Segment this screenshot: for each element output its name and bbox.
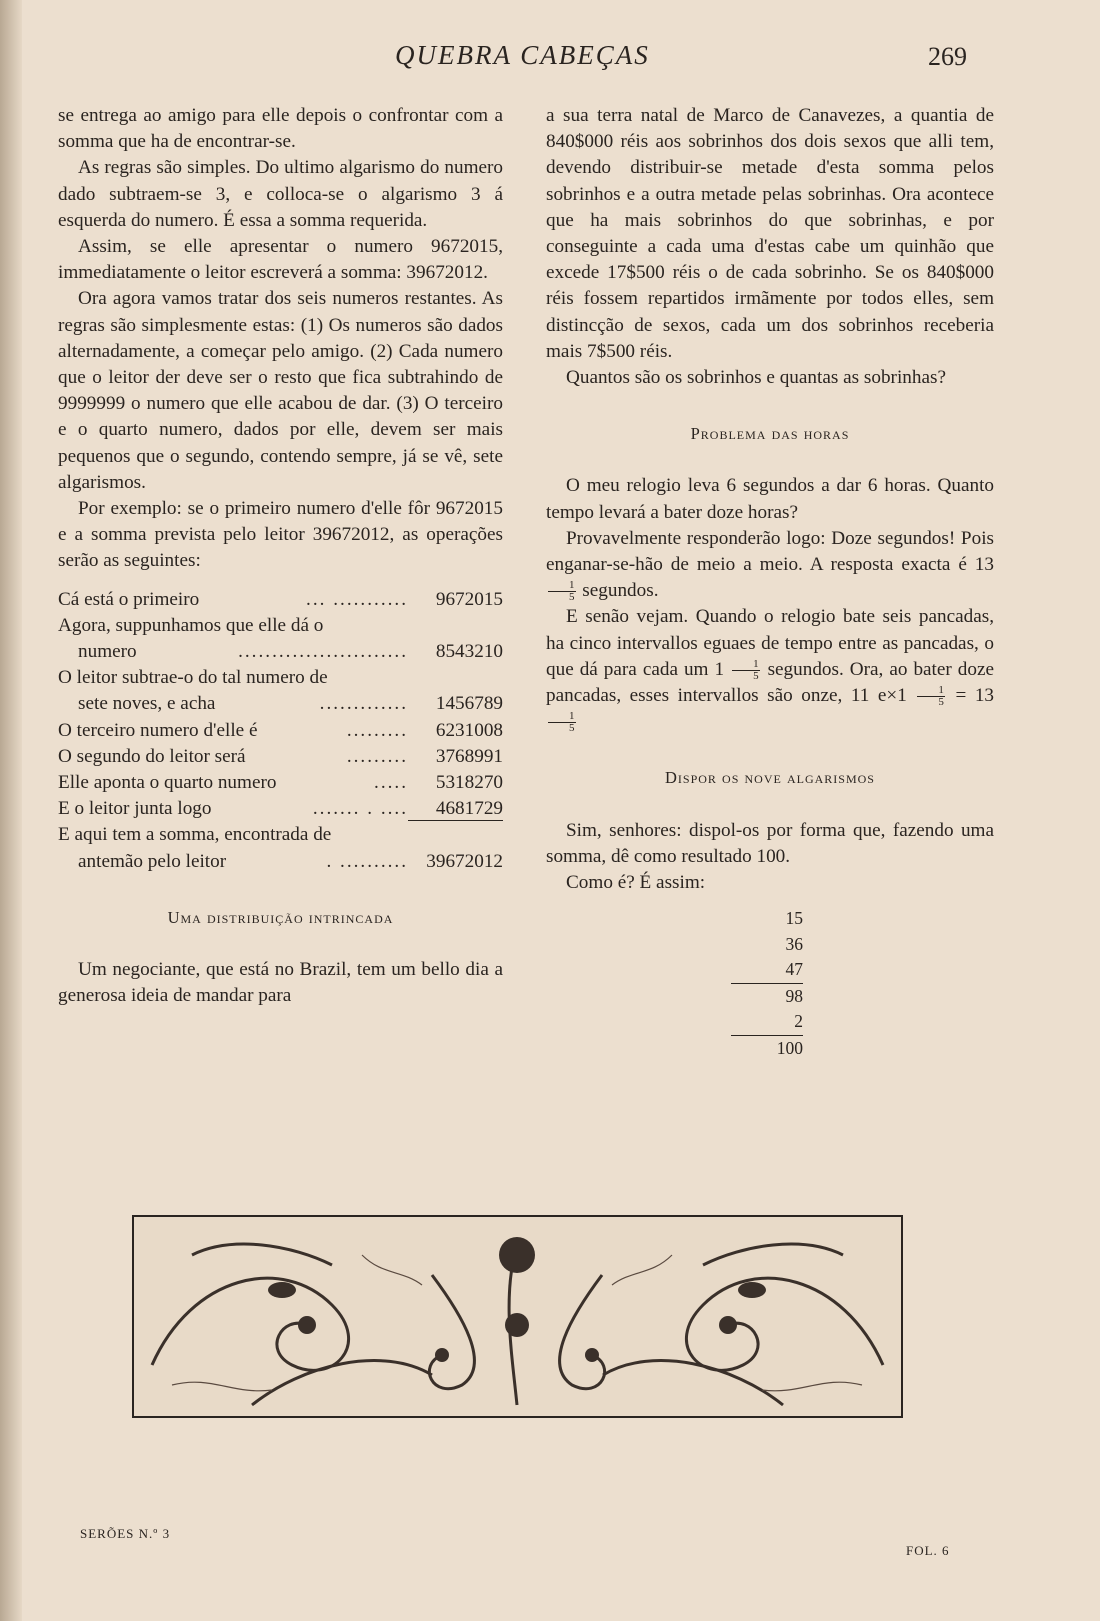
operation-label: E o leitor junta logo [58, 798, 212, 820]
operation-row [58, 744, 503, 770]
sum-number: 98 [785, 985, 803, 1006]
fraction-denominator: 5 [569, 591, 575, 604]
operation-row [58, 639, 503, 665]
paragraph: a sua terra natal de Marco de Canavezes, a quantia de 840$000 réis aos sobrinhos dos dois sexos que alli tem, devendo distribuir-se metade d'esta somma pelos sobrinhos e a outra metade pelas sobrinhas. Ora acontece que ha mais sobrinhos do que sobrinhas, e por conseguinte a cada uma d'estas cabe um quinhão que excede 17$500 réis o de cada sobrinho. Se os 840$000 réis fossem repartidos irmãmente por todos elles, sem distincção de sexos, cada um dos sobrinhos receberia mais 7$500 réis. [546, 105, 994, 362]
dot-leader: ......... [346, 719, 408, 741]
text: segundos. [582, 580, 659, 602]
operation-label: sete noves, e acha [78, 693, 216, 715]
operation-label: O leitor subtrae-o do tal numero de [58, 667, 328, 689]
operation-row [58, 849, 503, 875]
operation-label: O terceiro numero d'elle é [58, 719, 258, 741]
operation-value: 3768991 [435, 745, 503, 767]
paragraph: Assim, se elle apresentar o numero 9672015, immediatamente o leitor escreverá a somma: 39672012. [58, 236, 503, 284]
dot-leader: ............. [319, 693, 408, 715]
dot-leader: ......................... [238, 641, 408, 663]
dot-leader: ......... [346, 745, 408, 767]
text: Provavelmente responderão logo: Doze segundos! Pois enganar-se-hão de meio a meio. A resposta exacta é 13 [546, 527, 994, 576]
sum-number: 2 [794, 1011, 803, 1032]
sum-block [731, 906, 809, 1061]
paragraph: Quantos são os sobrinhos e quantas as sobrinhas? [566, 367, 946, 389]
right-column [546, 103, 994, 1061]
fraction-numerator: 1 [732, 659, 760, 671]
fraction-denominator: 5 [569, 722, 575, 735]
operation-row [58, 587, 503, 613]
operation-row [58, 770, 503, 796]
paragraph: se entrega ao amigo para elle depois o confrontar com a somma que ha de encontrar-se. [58, 105, 503, 153]
operation-value: 5318270 [435, 771, 503, 793]
dot-leader: ....... . .... [312, 798, 408, 820]
paragraph: Um negociante, que está no Brazil, tem um bello dia a generosa ideia de mandar para [58, 958, 503, 1007]
fraction-numerator: 1 [548, 580, 576, 592]
operations-table [58, 587, 503, 875]
fraction [917, 685, 945, 708]
operation-value: 39672012 [426, 850, 503, 872]
paragraph: Como é? É assim: [566, 872, 706, 894]
running-head [0, 40, 1100, 80]
operation-label: Cá está o primeiro [58, 588, 200, 610]
times-symbol: × [886, 685, 898, 707]
operation-label: O segundo do leitor será [58, 745, 246, 767]
dot-leader: . .......... [326, 850, 408, 872]
text: segundos. Ora, ao bater doze pancadas, esses intervallos são onze, 11 e [546, 658, 995, 707]
sum-total: 100 [776, 1037, 803, 1058]
operation-value: 1456789 [435, 693, 503, 715]
operation-row [58, 691, 503, 717]
footer-folio: FOL. 6 [906, 1543, 950, 1558]
dot-leader: ..... [374, 771, 408, 793]
fraction-denominator: 5 [753, 669, 759, 682]
fraction [732, 659, 760, 682]
operation-label: antemão pelo leitor [78, 850, 227, 872]
paragraph: As regras são simples. Do ultimo algarismo do numero dado subtraem-se 3, e colloca-se o algarismo 3 á esquerda do numero. É essa a somma requerida. [58, 157, 503, 231]
operation-label: Elle aponta o quarto numero [58, 771, 277, 793]
operation-row [58, 613, 503, 639]
dot-leader: ... ........... [306, 588, 408, 610]
section-title-distribuicao: Uma distribuição intrincada [167, 907, 394, 927]
page-title: QUEBRA CABEÇAS [395, 40, 650, 70]
paragraph: Sim, senhores: dispol-os por forma que, fazendo uma somma, dê como resultado 100. [546, 819, 994, 867]
sum-number: 15 [785, 908, 803, 929]
sum-number: 47 [785, 959, 803, 980]
operation-label: numero [78, 641, 137, 663]
text: E senão vejam. Quando o relogio bate seis pancadas, ha cinco intervallos eguaes de tempo entre as pancadas, o que dá para cada um 1 [546, 606, 994, 680]
operation-label: Agora, suppunhamos que elle dá o [58, 614, 324, 636]
operation-row [58, 796, 503, 822]
left-column [58, 103, 503, 1009]
fraction-numerator: 1 [917, 685, 945, 697]
operation-value: 8543210 [435, 641, 503, 663]
section-title-horas: Problema das horas [690, 424, 850, 444]
paragraph: O meu relogio leva 6 segundos a dar 6 horas. Quanto tempo levará a bater doze horas? [546, 475, 994, 523]
operation-value: 4681729 [408, 796, 503, 821]
fraction-denominator: 5 [938, 696, 944, 709]
text: = 13 [955, 685, 995, 707]
operation-label: E aqui tem a somma, encontrada de [58, 824, 332, 846]
page-number: 269 [928, 42, 967, 71]
paragraph: Por exemplo: se o primeiro numero d'elle fôr 9672015 e a somma prevista pelo leitor 39672012, as operações serão as seguintes: [58, 498, 503, 572]
operation-value: 9672015 [435, 588, 503, 610]
fraction [548, 580, 576, 603]
footer-signature: SERÕES N.º 3 [80, 1526, 171, 1541]
paragraph [546, 526, 994, 605]
fraction-numerator: 1 [548, 711, 576, 723]
text: 1 [897, 685, 907, 707]
decorative-vignette [132, 1215, 903, 1418]
section-title-algarismos: Dispor os nove algarismos [665, 768, 875, 788]
operation-row [58, 822, 503, 848]
operation-value: 6231008 [435, 719, 503, 741]
operation-row [58, 718, 503, 744]
page-spine-shadow [0, 0, 22, 1621]
paragraph [546, 604, 994, 735]
fraction [548, 711, 576, 734]
paragraph: Ora agora vamos tratar dos seis numeros restantes. As regras são simplesmente estas: (1) Os numeros são dados alternadamente, a começar pelo amigo. (2) Cada numero que o leitor der deve ser o resto que fica subtrahindo de 9999999 o numero que elle acabou de dar. (3) O terceiro e o quarto numero, dados por elle, devem ser mais pequenos que o segundo, contendo sempre, já se vê, sete algarismos. [58, 288, 503, 493]
operation-row [58, 665, 503, 691]
sum-number: 36 [785, 933, 803, 954]
